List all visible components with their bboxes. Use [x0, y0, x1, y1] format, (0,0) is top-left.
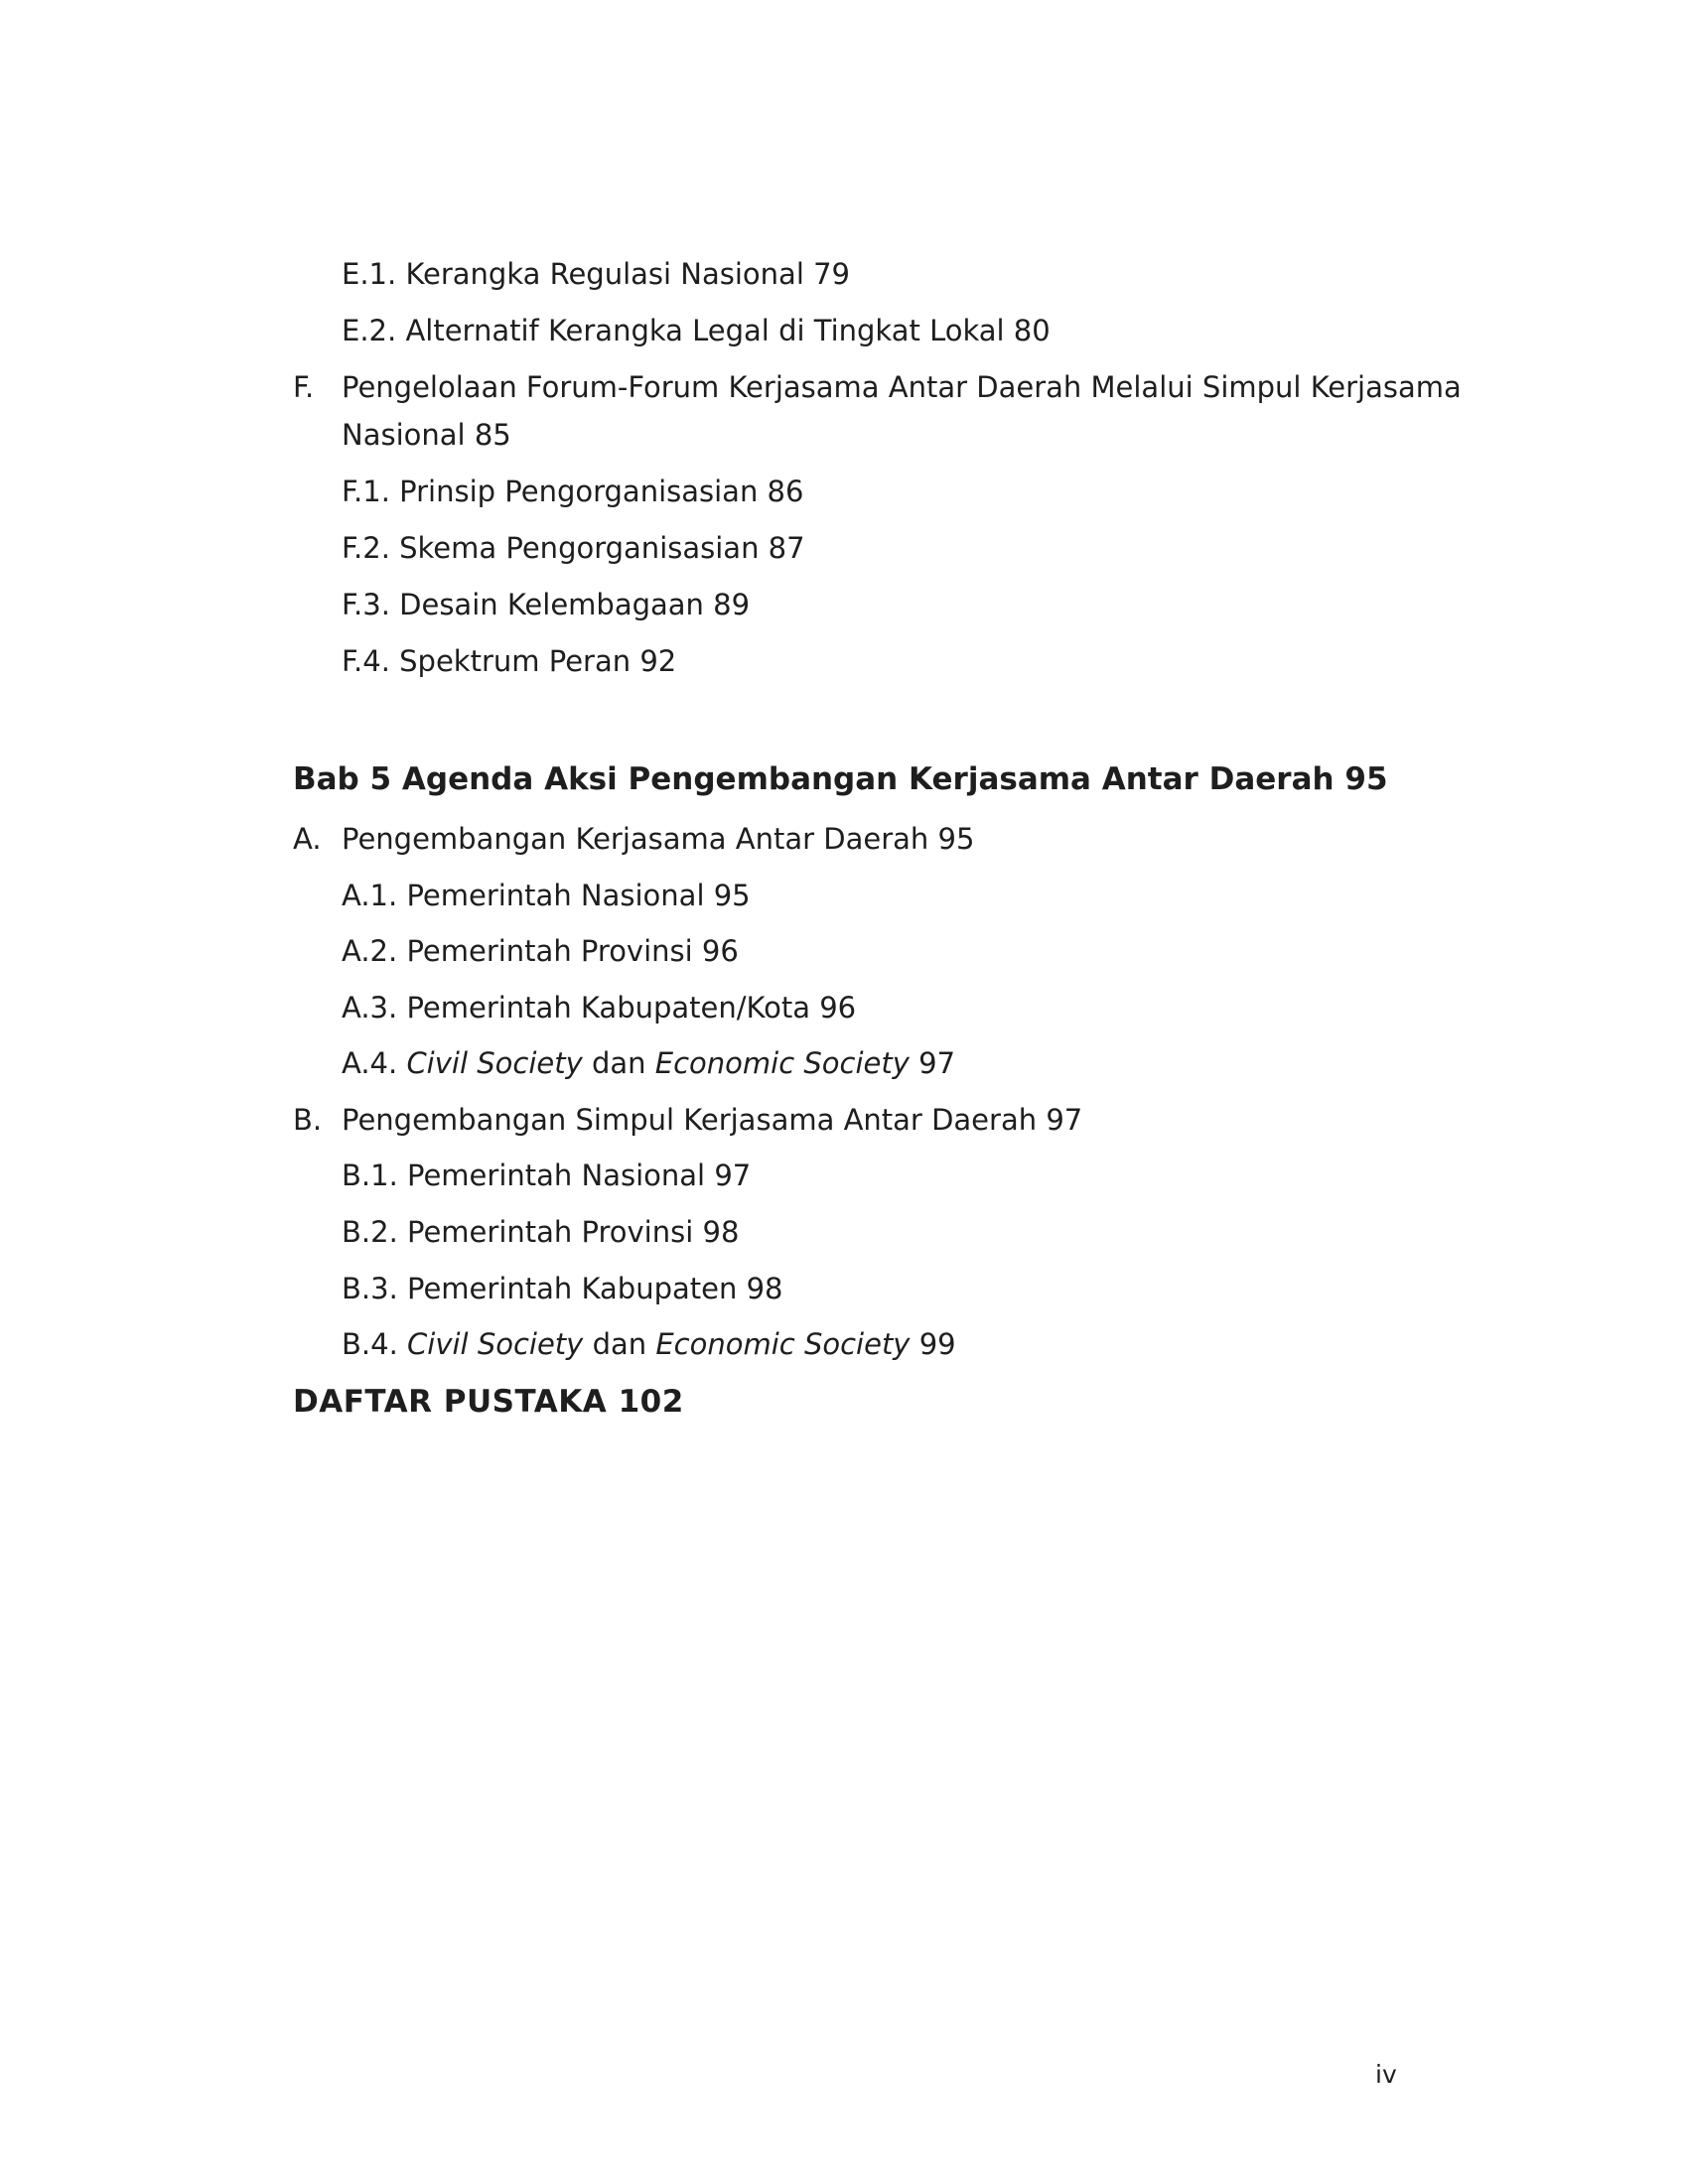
toc-entry-a — [293, 819, 974, 859]
entry-page: 96 — [819, 991, 857, 1024]
toc-entry-f4 — [342, 641, 676, 681]
entry-number: A.1. — [342, 879, 398, 912]
entry-title: Pemerintah Nasional — [407, 1159, 706, 1192]
entry-marker: A. — [293, 822, 322, 856]
entry-number: B.2. — [342, 1215, 398, 1249]
entry-title-conjunction: dan — [592, 1327, 647, 1361]
entry-page: 80 — [1013, 314, 1051, 347]
entry-title-continued: Nasional — [342, 418, 466, 452]
entry-page: 98 — [702, 1215, 740, 1249]
toc-entry-b4 — [342, 1324, 956, 1364]
entry-title: Alternatif Kerangka Legal di Tingkat Lokal — [405, 314, 1005, 347]
entry-page: 95 — [937, 822, 975, 856]
toc-entry-f-line1: Pengelolaan Forum-Forum Kerjasama Antar Daerah Melalui Simpul Kerjasama — [342, 370, 1462, 404]
entry-title: Kerangka Regulasi Nasional — [405, 257, 804, 291]
entry-number: F.1. — [342, 475, 390, 508]
entry-title-italic: Economic Society — [655, 1327, 911, 1361]
entry-page: 95 — [713, 879, 751, 912]
entry-title-italic: Civil Society — [407, 1327, 584, 1361]
entry-marker: F. — [293, 370, 315, 404]
toc-entry-b3 — [342, 1269, 782, 1308]
entry-title-italic: Civil Society — [406, 1046, 583, 1080]
entry-page: 97 — [1046, 1103, 1083, 1137]
entry-page: 89 — [713, 588, 751, 621]
entry-number: A.4. — [342, 1046, 398, 1080]
chapter-title: Bab 5 Agenda Aksi Pengembangan Kerjasama Antar Daerah — [293, 761, 1335, 797]
entry-title: Pemerintah Kabupaten — [407, 1272, 738, 1305]
toc-entry-a2 — [342, 931, 739, 971]
toc-entry-f-line2 — [342, 415, 511, 455]
entry-title: Pemerintah Provinsi — [407, 1215, 694, 1249]
entry-number: E.1. — [342, 257, 397, 291]
toc-entry-a3 — [342, 988, 856, 1027]
entry-number: E.2. — [342, 314, 397, 347]
entry-title: Pemerintah Nasional — [406, 879, 705, 912]
entry-number: F.2. — [342, 531, 390, 565]
entry-page: 98 — [746, 1272, 783, 1305]
entry-title: Pemerintah Provinsi — [406, 934, 693, 968]
entry-number: B.3. — [342, 1272, 398, 1305]
entry-title-conjunction: dan — [591, 1046, 646, 1080]
entry-title: Pemerintah Kabupaten/Kota — [406, 991, 810, 1024]
entry-page: 97 — [714, 1159, 752, 1192]
entry-title: Pengembangan Kerjasama Antar Daerah — [342, 822, 929, 856]
entry-page: 79 — [813, 257, 851, 291]
toc-entry-e2 — [342, 311, 1051, 350]
page-number: iv — [1375, 2060, 1397, 2089]
toc-entry-f1 — [342, 472, 803, 511]
toc-entry-a1 — [342, 876, 751, 915]
entry-number: F.4. — [342, 644, 390, 678]
entry-number: B.1. — [342, 1159, 398, 1192]
section-title: DAFTAR PUSTAKA — [293, 1384, 608, 1420]
chapter-page: 95 — [1344, 761, 1388, 797]
entry-title: Prinsip Pengorganisasian — [399, 475, 759, 508]
entry-marker: B. — [293, 1103, 323, 1137]
entry-page: 87 — [768, 531, 805, 565]
toc-entry-b2 — [342, 1212, 739, 1252]
entry-page: 86 — [767, 475, 804, 508]
entry-number: F.3. — [342, 588, 390, 621]
entry-title: Desain Kelembagaan — [399, 588, 704, 621]
toc-entry-f3 — [342, 585, 750, 624]
entry-title: Pengembangan Simpul Kerjasama Antar Daerah — [342, 1103, 1038, 1137]
toc-entry-a4 — [342, 1043, 955, 1083]
entry-title: Spektrum Peran — [399, 644, 632, 678]
entry-number: A.2. — [342, 934, 398, 968]
entry-number: B.4. — [342, 1327, 398, 1361]
entry-page: 85 — [474, 418, 511, 452]
section-page: 102 — [618, 1384, 684, 1420]
entry-page: 96 — [701, 934, 739, 968]
toc-entry-f2 — [342, 528, 805, 568]
toc-daftar-pustaka — [293, 1382, 684, 1422]
toc-entry-e1 — [342, 254, 850, 294]
entry-page: 99 — [918, 1327, 956, 1361]
toc-entry-b — [293, 1100, 1082, 1140]
entry-title-italic: Economic Society — [654, 1046, 910, 1080]
entry-number: A.3. — [342, 991, 398, 1024]
toc-chapter-bab5 — [293, 759, 1388, 799]
toc-entry-f-marker — [293, 367, 314, 407]
entry-page: 92 — [639, 644, 677, 678]
entry-title: Skema Pengorganisasian — [399, 531, 760, 565]
entry-page: 97 — [918, 1046, 956, 1080]
toc-entry-b1 — [342, 1156, 751, 1195]
